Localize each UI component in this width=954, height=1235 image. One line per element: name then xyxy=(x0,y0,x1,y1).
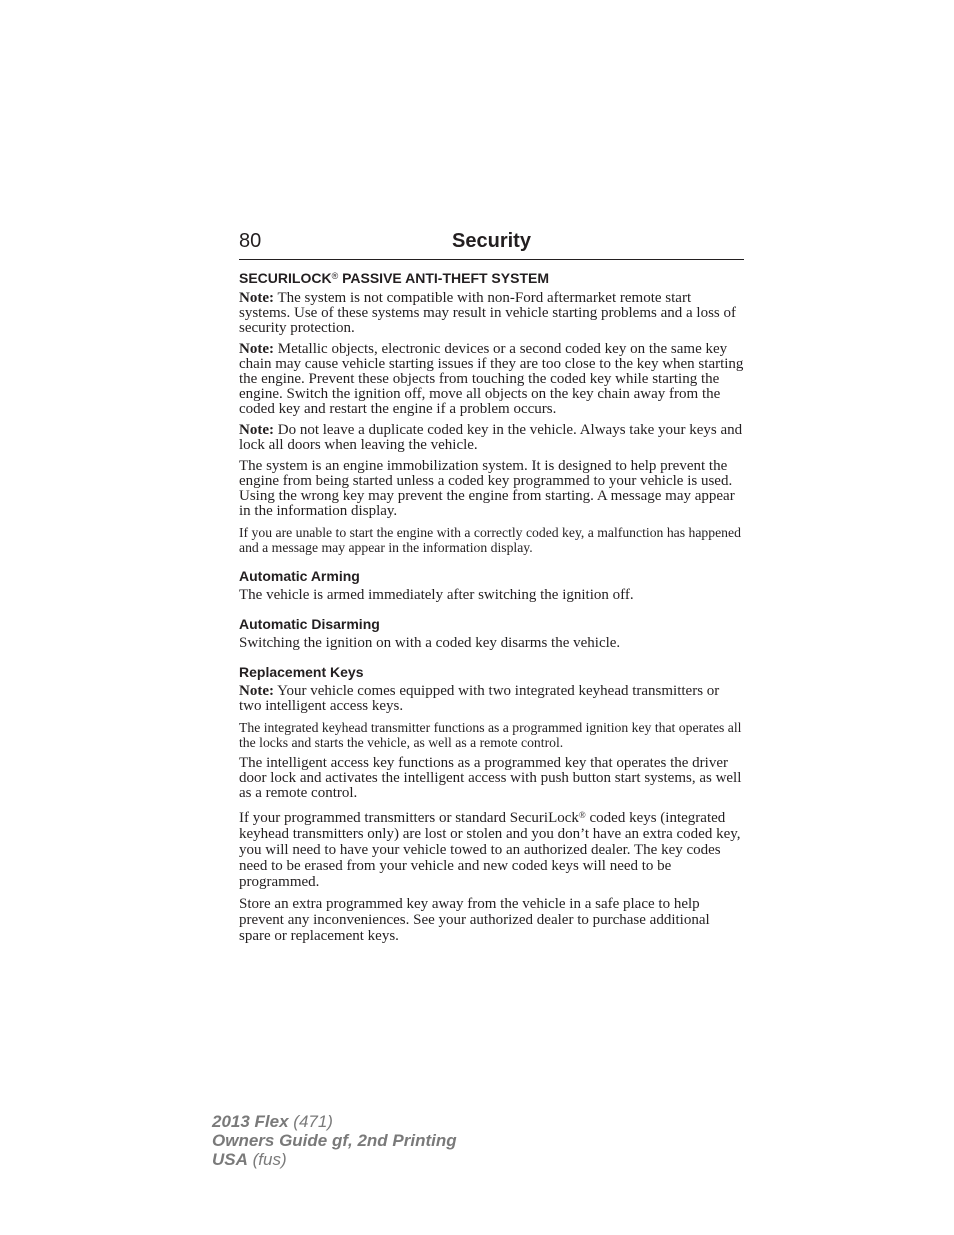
registered-mark: ® xyxy=(331,271,339,281)
lost-keys-paragraph xyxy=(239,807,744,890)
note-aftermarket xyxy=(239,291,744,336)
registered-mark: ® xyxy=(578,810,586,820)
securilock-heading xyxy=(239,268,744,287)
intelligent-access-paragraph: The intelligent access key functions as a programmed key that operates the driver door lock and activates the intelligent access with push button start systems, as well as a remote control. xyxy=(239,755,742,801)
note-label: Note: xyxy=(239,422,274,438)
footer-model-line xyxy=(212,1112,457,1131)
immobilizer-description: The system is an engine immobilization system. It is designed to help prevent the engine from being started unless a coded key programmed to your vehicle is used. Using the wrong key may prevent the engine from starting. A message may appear in the information display. xyxy=(239,458,735,519)
page-content xyxy=(239,268,744,950)
automatic-disarming-heading: Automatic Disarming xyxy=(239,616,380,632)
footer-market-line xyxy=(212,1150,457,1169)
automatic-arming-heading: Automatic Arming xyxy=(239,568,360,584)
malfunction-paragraph: If you are unable to start the engine with a correctly coded key, a malfunction has happened and a message may appear in the information display. xyxy=(239,525,741,555)
footer-guide-line: Owners Guide gf, 2nd Printing xyxy=(212,1131,457,1150)
note-label: Note: xyxy=(239,341,274,357)
footer-market: USA xyxy=(212,1150,248,1169)
footer-model: 2013 Flex xyxy=(212,1112,289,1131)
page-number: 80 xyxy=(239,230,262,252)
spare-key-paragraph: Store an extra programmed key away from the vehicle in a safe place to help prevent any inconveniences. See your authorized dealer to purchase additional spare or replacement keys. xyxy=(239,896,710,944)
automatic-arming-text: The vehicle is armed immediately after switching the ignition off. xyxy=(239,587,634,603)
lost-keys-text-start: If your programmed transmitters or standard SecuriLock xyxy=(239,810,579,826)
keyhead-transmitter-paragraph: The integrated keyhead transmitter functions as a programmed ignition key that operates all the locks and starts the vehicle, as well as a remote control. xyxy=(239,720,742,750)
section-title: Security xyxy=(452,230,531,252)
footer-market-code: (fus) xyxy=(247,1150,287,1169)
note-label: Note: xyxy=(239,683,274,699)
automatic-disarming-text: Switching the ignition on with a coded key disarms the vehicle. xyxy=(239,635,621,651)
note-text: Metallic objects, electronic devices or a second coded key on the same key chain may cause vehicle starting issues if they are too close to the key when starting the engine. Prevent these objects from touching the coded key while starting the engine. Switch the ignition off, move all objects on the key chain away from the coded key and restart the engine if a problem occurs. xyxy=(239,341,744,417)
note-duplicate-key xyxy=(239,423,744,453)
footer-model-code: (471) xyxy=(288,1112,333,1131)
note-text: Do not leave a duplicate coded key in the vehicle. Always take your keys and lock all doors when leaving the vehicle. xyxy=(239,422,743,453)
heading-text-start: SECURILOCK xyxy=(239,270,332,286)
note-metallic-objects xyxy=(239,342,744,417)
replacement-keys-heading: Replacement Keys xyxy=(239,664,364,680)
note-text: The system is not compatible with non-Ford aftermarket remote start systems. Use of these systems may result in vehicle starting problems and a loss of security protection. xyxy=(239,290,736,336)
note-label: Note: xyxy=(239,290,274,306)
page-header xyxy=(239,229,744,260)
heading-text-end: PASSIVE ANTI-THEFT SYSTEM xyxy=(338,270,549,286)
lost-keys-text-end: coded keys (integrated keyhead transmitters only) are lost or stolen and you don’t have an extra coded key, you will need to have your vehicle towed to an authorized dealer. The key codes need to be erased from your vehicle and new coded keys will need to be programmed. xyxy=(239,810,741,890)
note-replacement-keys xyxy=(239,684,744,714)
footer xyxy=(212,1112,457,1169)
note-text: Your vehicle comes equipped with two integrated keyhead transmitters or two intelligent access keys. xyxy=(239,683,720,714)
